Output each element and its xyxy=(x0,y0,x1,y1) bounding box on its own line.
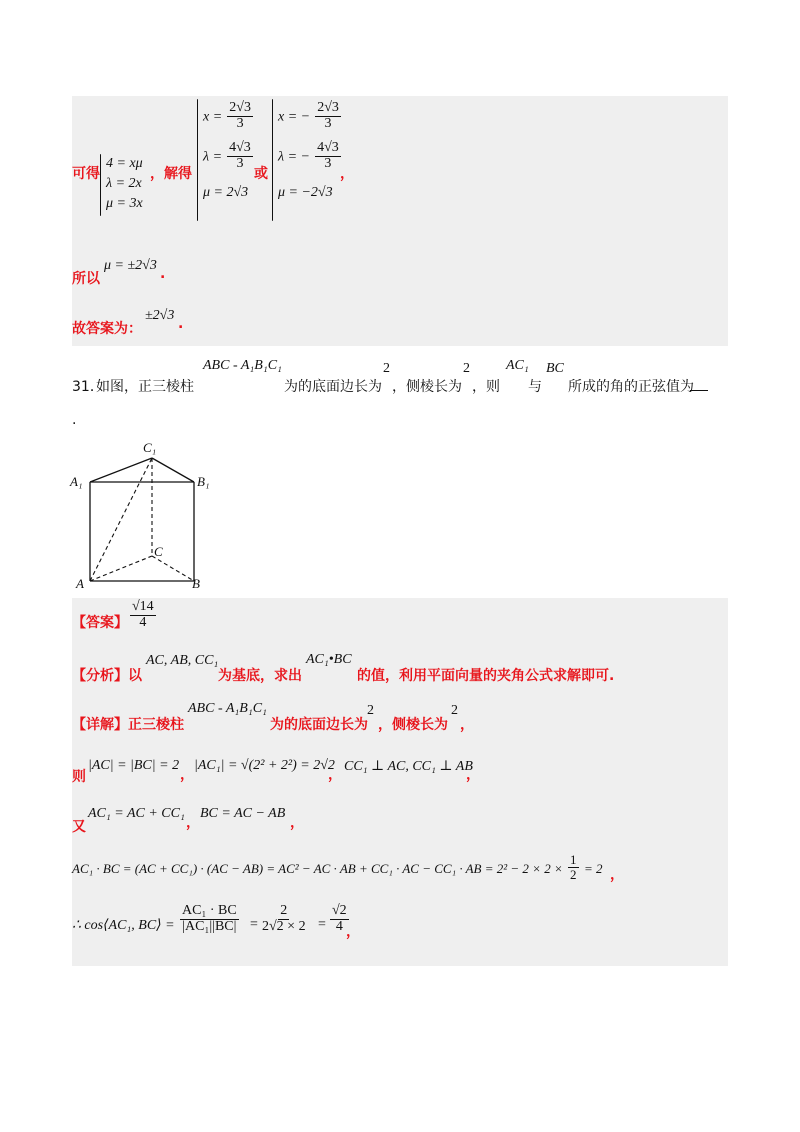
then-expr-2: |AC₁| = √(2² + 2²) = 2√2 xyxy=(194,758,335,773)
dot-half-fraction: $\frac{1}{2}$ xyxy=(570,852,577,882)
brace-2 xyxy=(197,99,198,221)
detail-prism: ABC - A₁B₁C₁ xyxy=(188,701,267,716)
then-label: 则 xyxy=(72,769,86,785)
cos-fraction-3: $\frac{√2}{4}$ xyxy=(332,903,347,934)
solution-set-1: x = $\frac{2√3}{3}$ λ = $\frac{4√3}{3}$ μ = 2√3 xyxy=(197,99,257,221)
prism-figure xyxy=(68,436,218,596)
sol1-mu: μ = 2√3 xyxy=(203,185,249,200)
or-label: 或 xyxy=(254,166,268,182)
so-period: . xyxy=(160,266,166,282)
edge-c-b xyxy=(152,556,194,581)
cos-fraction-1: $\frac{\text{AC₁ · BC}}{\text{|AC₁||BC|}}$ xyxy=(182,903,237,934)
analysis-label: 【分析】以 xyxy=(72,668,142,684)
label-b1: B₁ xyxy=(197,474,210,489)
label-b: B xyxy=(192,576,200,591)
brace-1 xyxy=(100,154,101,216)
cos-lhs: ∴ cos⟨AC₁, BC⟩ = xyxy=(72,918,175,933)
sol1-lambda-fraction: $\frac{4√3}{3}$ xyxy=(229,140,251,171)
question-number: 31． xyxy=(72,379,104,395)
then-expr-1: |AC| = |BC| = 2 xyxy=(88,758,180,773)
answer-tag: 【答案】 xyxy=(72,615,128,631)
sol2-mu: μ = −2√3 xyxy=(278,185,333,200)
detail-label: 【详解】正三棱柱 xyxy=(72,717,184,733)
answer-label: 故答案为： xyxy=(72,321,142,337)
answer-blank xyxy=(690,378,708,391)
segment-a-c1 xyxy=(90,458,152,581)
label-c: C xyxy=(154,544,163,559)
question-side-length: 2 xyxy=(463,361,470,376)
then-expr-3: CC₁ ⊥ AC, CC₁ ⊥ AB xyxy=(344,759,473,774)
sol2-x-fraction: $\frac{2√3}{3}$ xyxy=(317,100,339,131)
edge-c1-b1 xyxy=(152,458,194,482)
question-bc: BC xyxy=(546,361,564,376)
answer-period: . xyxy=(178,316,184,332)
derive-prefix: 可得 xyxy=(72,166,100,182)
label-a: A xyxy=(76,576,84,591)
sys1-eq-3: μ = 3x xyxy=(106,196,143,211)
question-prism: ABC - A₁B₁C₁ xyxy=(203,358,282,373)
edge-a1-c1 xyxy=(90,458,152,482)
dot-product-derivation: AC₁ · BC = (AC + CC₁) · (AC − AB) = AC² − AC · AB + CC₁ · AC − CC₁ · AB = 2² − 2 × 2 × xyxy=(72,861,563,876)
solve-label: ，解得 xyxy=(150,166,192,182)
question-trailing-period: . xyxy=(72,412,77,428)
detail-side: 2 xyxy=(451,703,458,718)
question-base-length: 2 xyxy=(383,361,390,376)
detail-base: 2 xyxy=(367,703,374,718)
answer-expression: ±2√3 xyxy=(145,308,175,323)
sys1-eq-1: 4 = xμ xyxy=(106,156,143,171)
dot-result: = 2 xyxy=(584,861,603,876)
so-label: 所以 xyxy=(72,271,100,287)
label-a1: A₁ xyxy=(70,474,83,489)
also-expr-1: AC₁ = AC + CC₁ xyxy=(88,806,185,821)
label-c1: C₁ xyxy=(143,440,157,455)
edge-a-c xyxy=(90,556,152,581)
sys1-eq-2: λ = 2x xyxy=(106,176,142,191)
also-expr-2: BC = AC − AB xyxy=(200,806,286,821)
solution-set-2: x = − $\frac{2√3}{3}$ λ = − $\frac{4√3}{3}$ μ = −2√3 xyxy=(272,99,342,221)
so-expression: μ = ±2√3 xyxy=(104,258,157,273)
also-label: 又 xyxy=(72,819,86,835)
sol2-lambda-fraction: $\frac{4√3}{3}$ xyxy=(317,140,339,171)
analysis-basis: AC, AB, CC₁ xyxy=(146,653,219,668)
analysis-dot-product: AC₁•BC xyxy=(306,652,352,667)
cos-fraction-2: $\frac{2}{2√2 \times 2}$ xyxy=(262,903,306,934)
sol1-x-fraction: $\frac{2√3}{3}$ xyxy=(229,100,251,131)
question-ac1: AC₁ xyxy=(506,358,529,373)
comma-after-solutions: ， xyxy=(340,166,354,182)
answer-fraction: $\frac{√14}{4}$ xyxy=(132,599,154,630)
brace-3 xyxy=(272,99,273,221)
